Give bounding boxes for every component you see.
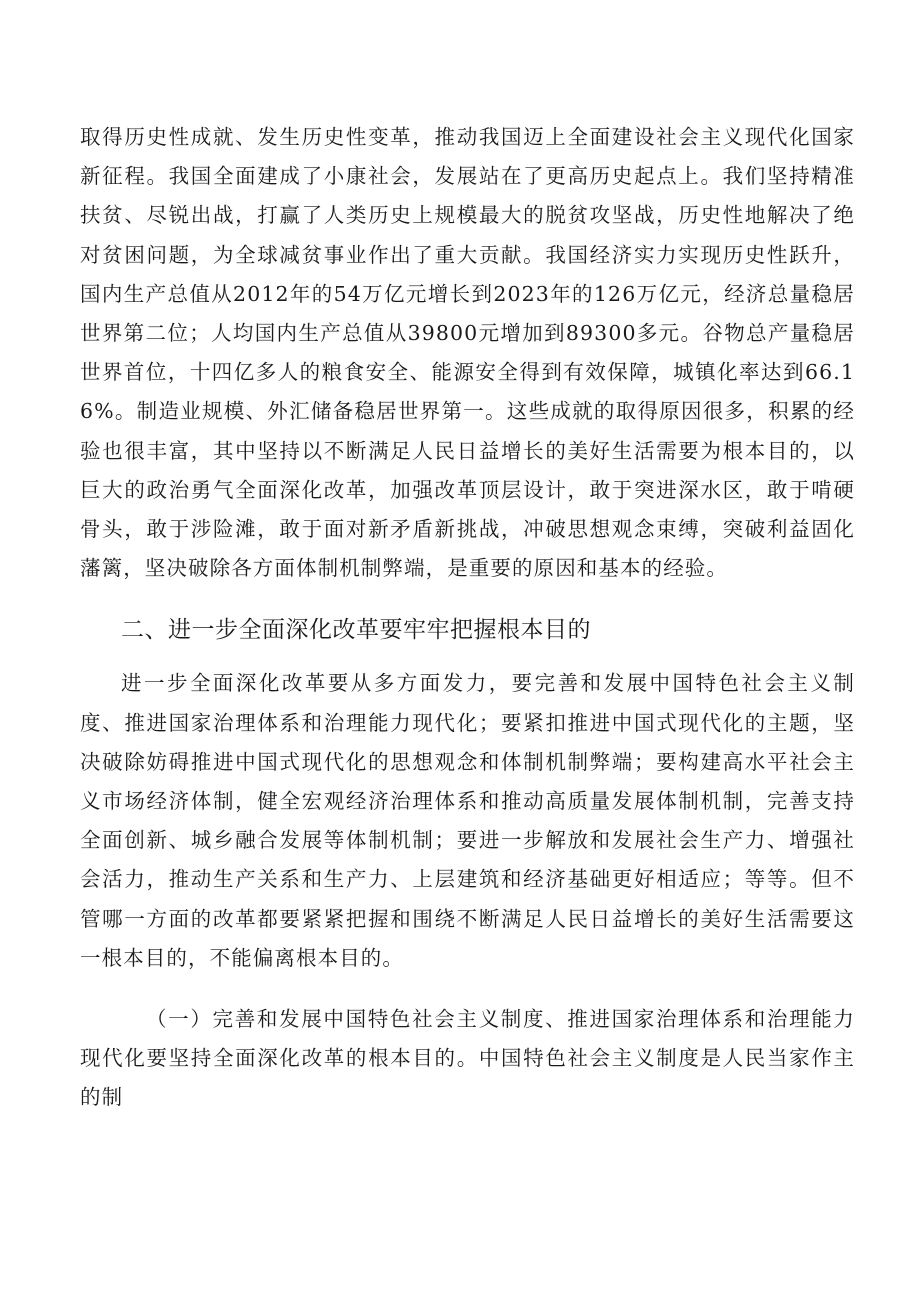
body-paragraph: 进一步全面深化改革要从多方面发力，要完善和发展中国特色社会主义制度、推进国家治理体系和治理能力现代化；要紧扣推进中国式现代化的主题，坚决破除妨碍推进中国式现代化的思想观念和体制机制弊端；要构建高水平社会主义市场经济体制，健全宏观经济治理体系和推动高质量发展体制机制，完善支持全面创新、城乡融合发展等体制机制；要进一步解放和发展社会生产力、增强社会活力，推动生产关系和生产力、上层建筑和经济基础更好相适应；等等。但不管哪一方面的改革都要紧紧把握和围绕不断满足人民日益增长的美好生活需要这一根本目的，不能偏离根本目的。: [80, 671, 855, 970]
body-paragraph: （一）完善和发展中国特色社会主义制度、推进国家治理体系和治理能力现代化要坚持全面深化改革的根本目的。中国特色社会主义制度是人民当家作主的制: [80, 1007, 855, 1110]
body-paragraph: 取得历史性成就、发生历史性变革，推动我国迈上全面建设社会主义现代化国家新征程。我国全面建成了小康社会，发展站在了更高历史起点上。我们坚持精准扶贫、尽锐出战，打赢了人类历史上规模最大的脱贫攻坚战，历史性地解决了绝对贫困问题，为全球减贫事业作出了重大贡献。我国经济实力实现历史性跃升，国内生产总值从2012年的54万亿元增长到2023年的126万亿元，经济总量稳居世界第二位；人均国内生产总值从39800元增加到89300多元。谷物总产量稳居世界首位，十四亿多人的粮食安全、能源安全得到有效保障，城镇化率达到66.16%。制造业规模、外汇储备稳居世界第一。这些成就的取得原因很多，积累的经验也很丰富，其中坚持以不断满足人民日益增长的美好生活需要为根本目的，以巨大的政治勇气全面深化改革，加强改革顶层设计，敢于突进深水区，敢于啃硬骨头，敢于涉险滩，敢于面对新矛盾新挑战，冲破思想观念束缚，突破利益固化藩篱，坚决破除各方面体制机制弊端，是重要的原因和基本的经验。: [80, 125, 855, 581]
document-page: [80, 118, 855, 1118]
section-heading: 二、进一步全面深化改革要牢牢把握根本目的: [121, 617, 591, 644]
